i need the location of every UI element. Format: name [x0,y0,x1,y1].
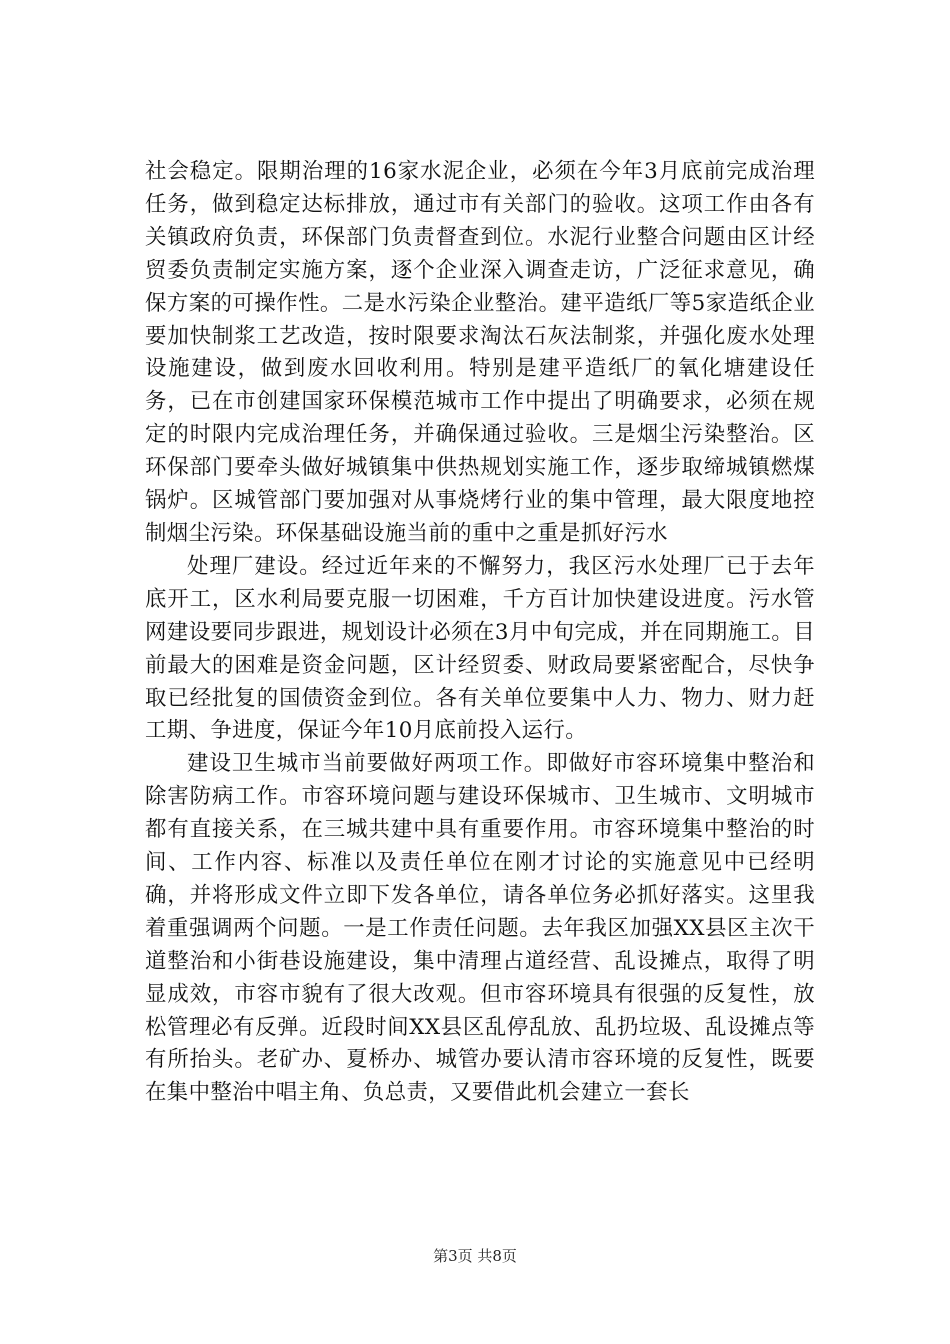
page-footer: 第3页 共8页 [433,1247,517,1265]
paragraph-3: 建设卫生城市当前要做好两项工作。即做好市容环境集中整治和除害防病工作。市容环境问题与建设环保城市、卫生城市、文明城市都有直接关系，在三城共建中具有重要作用。市容环境集中整治的时间、工作内容、标准以及责任单位在刚才讨论的实施意见中已经明确，并将形成文件立即下发各单位，请各单位务必抓好落实。这里我着重强调两个问题。一是工作责任问题。去年我区加强XX县区主次干道整治和小街巷设施建设，集中清理占道经营、乱设摊点，取得了明显成效，市容市貌有了很大改观。但市容环境具有很强的反复性，放松管理必有反弹。近段时间XX县区乱停乱放、乱扔垃圾、乱设摊点等有所抬头。老矿办、夏桥办、城管办要认清市容环境的反复性，既要在集中整治中唱主角、负总责，又要借此机会建立一套长 [145,751,815,1106]
paragraph-2: 处理厂建设。经过近年来的不懈努力，我区污水处理厂已于去年底开工，区水利局要克服一切困难，千方百计加快建设进度。污水管网建设要同步跟进，规划设计必须在3月中旬完成，并在同期施工。目前最大的困难是资金问题，区计经贸委、财政局要紧密配合，尽快争取已经批复的国债资金到位。各有关单位要集中人力、物力、财力赶工期、争进度，保证今年10月底前投入运行。 [145,553,815,744]
paragraph-1: 社会稳定。限期治理的16家水泥企业，必须在今年3月底前完成治理任务，做到稳定达标排放，通过市有关部门的验收。这项工作由各有关镇政府负责，环保部门负责督查到位。水泥行业整合问题由区计经贸委负责制定实施方案，逐个企业深入调查走访，广泛征求意见，确保方案的可操作性。二是水污染企业整治。建平造纸厂等5家造纸企业要加快制浆工艺改造，按时限要求淘汰石灰法制浆，并强化废水处理设施建设，做到废水回收利用。特别是建平造纸厂的氧化塘建设任务，已在市创建国家环保模范城市工作中提出了明确要求，必须在规定的时限内完成治理任务，并确保通过验收。三是烟尘污染整治。区环保部门要牵头做好城镇集中供热规划实施工作，逐步取缔城镇燃煤锅炉。区城管部门要加强对从事烧烤行业的集中管理，最大限度地控制烟尘污染。环保基础设施当前的重中之重是抓好污水 [145,159,815,546]
document-body [145,156,815,1110]
